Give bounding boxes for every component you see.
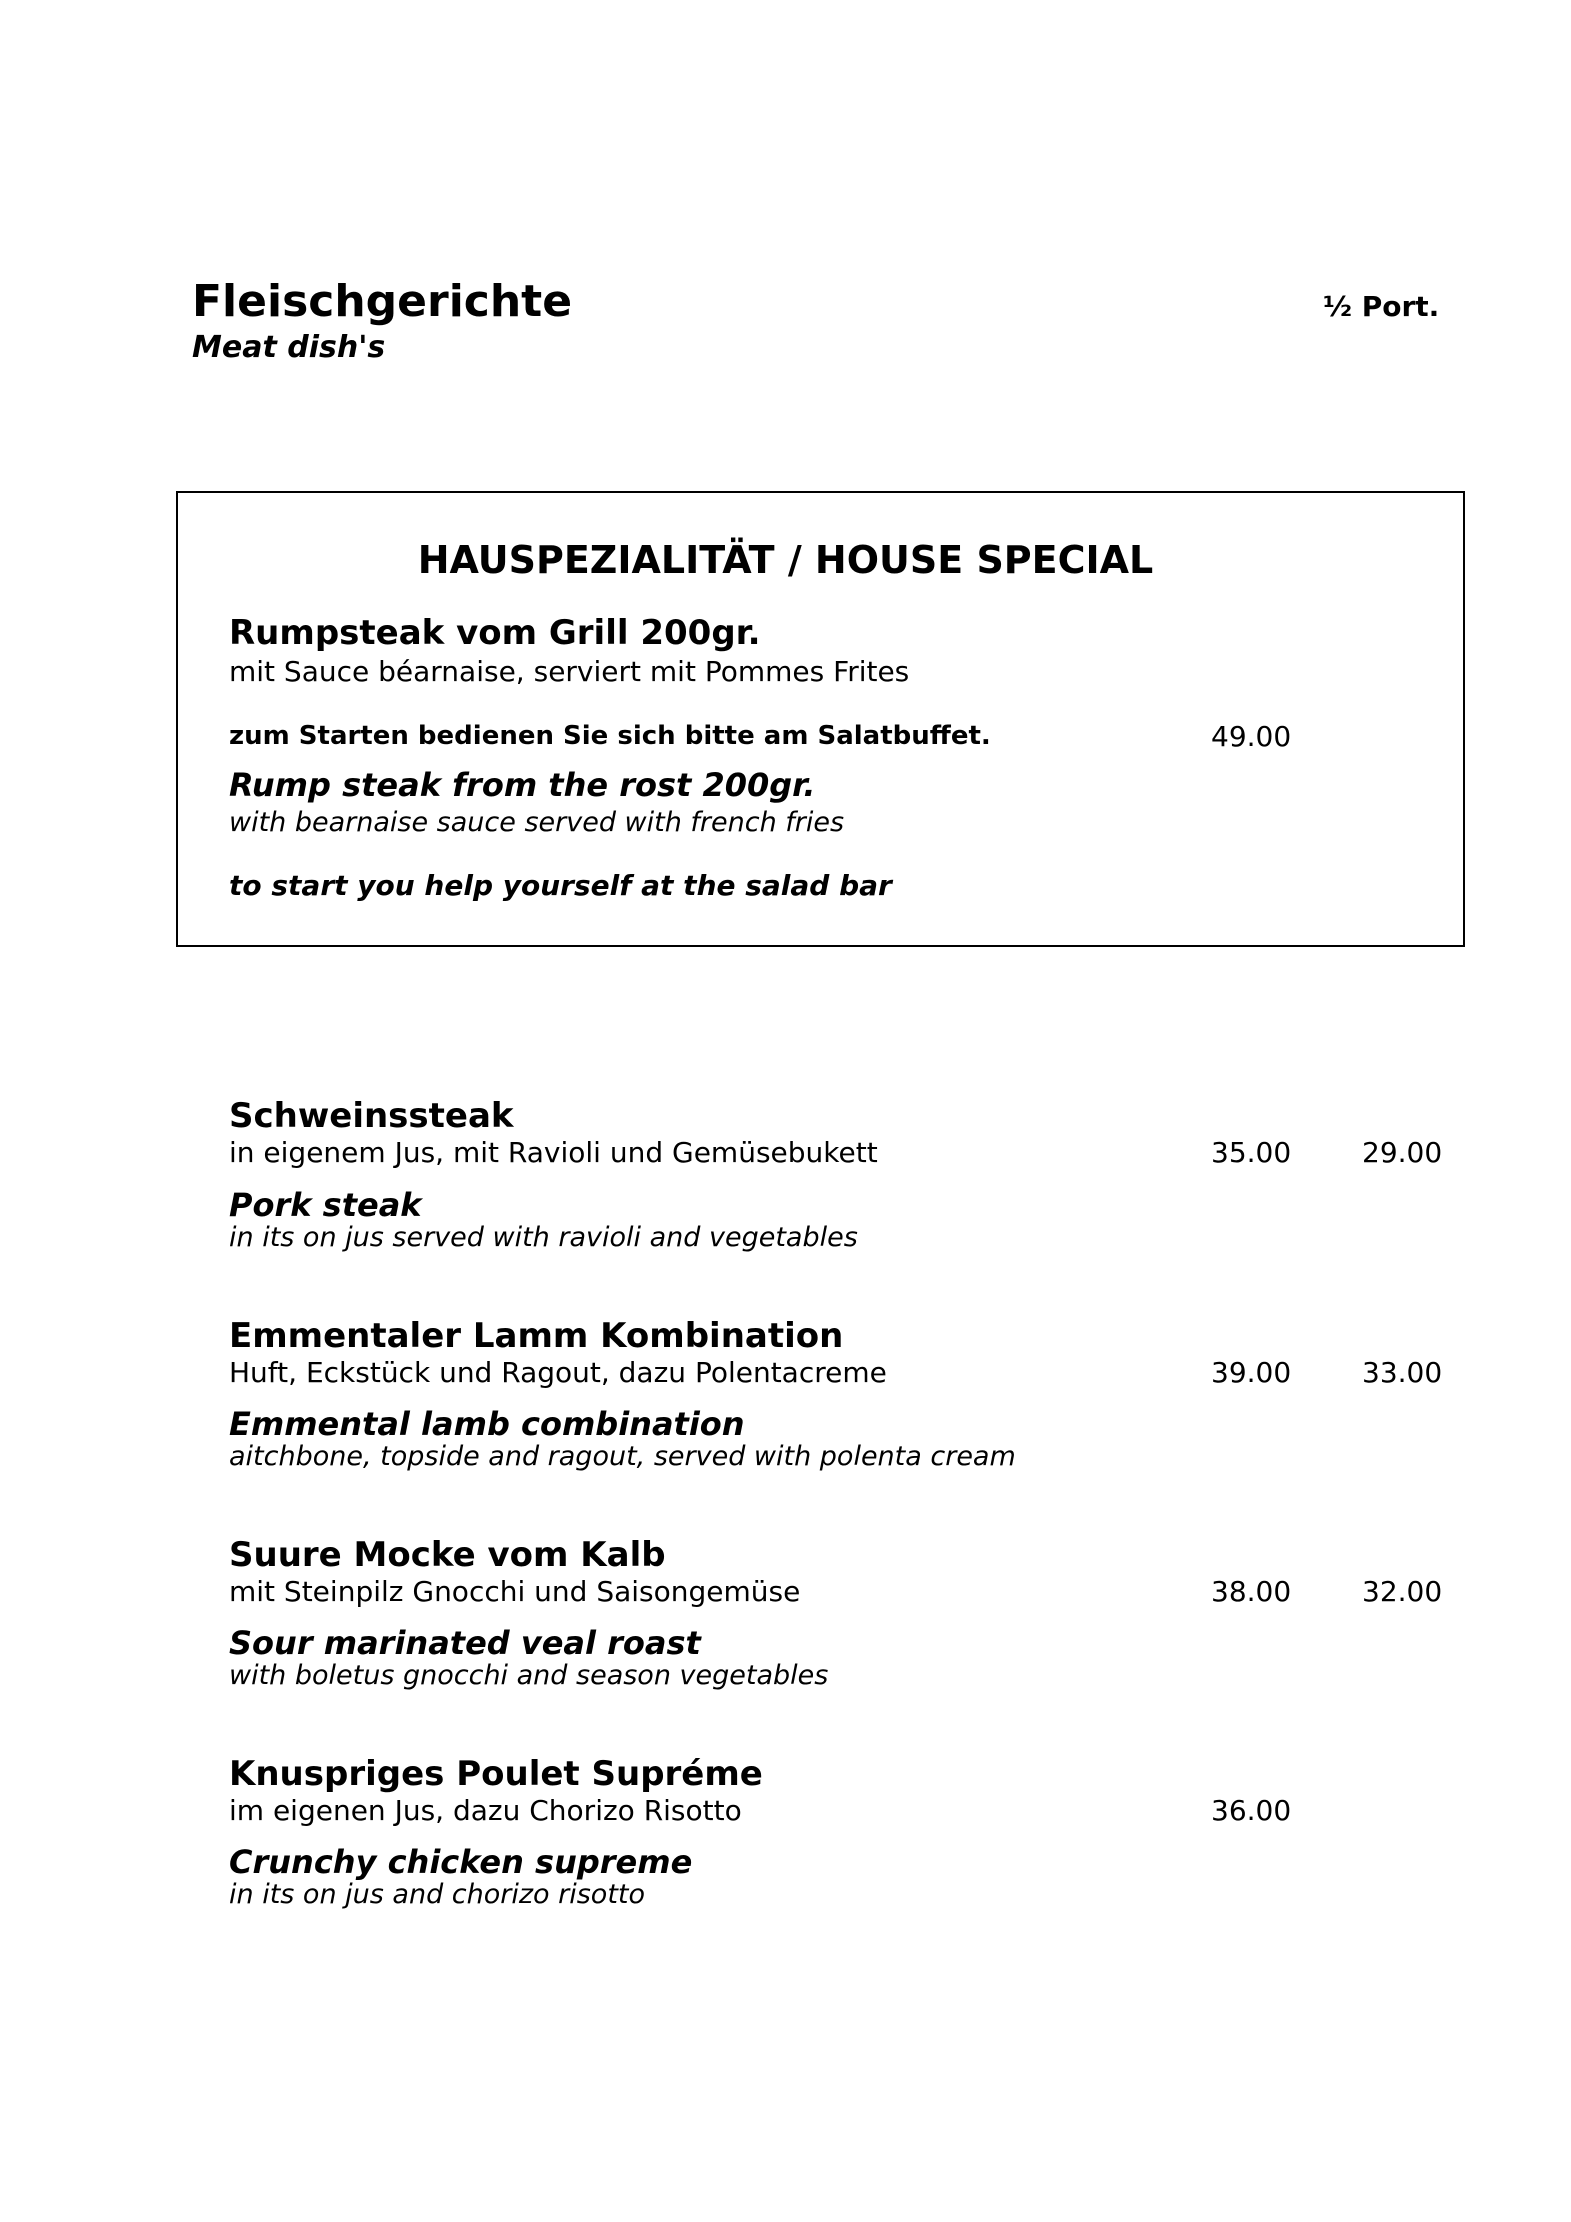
- special-price: 49.00: [1211, 720, 1292, 753]
- dish-description: mit Steinpilz Gnocchi und Saisongemüse: [229, 1575, 801, 1608]
- dish-description: im eigenen Jus, dazu Chorizo Risotto: [229, 1794, 742, 1827]
- special-dish-description-en: with bearnaise sauce served with french fries: [229, 807, 845, 838]
- page-subtitle: Meat dish's: [192, 330, 386, 365]
- half-portion-header: ½ Port.: [1323, 290, 1440, 323]
- dish-description-en: with boletus gnocchi and season vegetables: [229, 1660, 829, 1691]
- dish-price: 35.00: [1211, 1136, 1292, 1169]
- dish-price: 36.00: [1211, 1794, 1292, 1827]
- dish-name-en: Emmental lamb combination: [229, 1405, 745, 1443]
- dish-name: Suure Mocke vom Kalb: [229, 1535, 666, 1575]
- dish-price: 38.00: [1211, 1575, 1292, 1608]
- special-dish-name: Rumpsteak vom Grill 200gr.: [229, 613, 761, 653]
- special-dish-description: mit Sauce béarnaise, serviert mit Pommes Frites: [229, 655, 910, 688]
- dish-half-price: 33.00: [1362, 1356, 1443, 1389]
- dish-name-en: Sour marinated veal roast: [229, 1624, 701, 1662]
- dish-half-price: 29.00: [1362, 1136, 1443, 1169]
- dish-description: Huft, Eckstück und Ragout, dazu Polentacreme: [229, 1356, 887, 1389]
- dish-description-en: in its on jus served with ravioli and vegetables: [229, 1222, 858, 1253]
- special-salad-note-en: to start you help yourself at the salad bar: [229, 869, 892, 902]
- dish-name: Schweinssteak: [229, 1096, 514, 1136]
- house-special-heading: HAUSPEZIALITÄT / HOUSE SPECIAL: [417, 538, 1154, 582]
- dish-half-price: 32.00: [1362, 1575, 1443, 1608]
- page-title: Fleischgerichte: [192, 276, 573, 327]
- dish-description: in eigenem Jus, mit Ravioli und Gemüsebukett: [229, 1136, 878, 1169]
- dish-name: Knuspriges Poulet Supréme: [229, 1754, 763, 1794]
- dish-price: 39.00: [1211, 1356, 1292, 1389]
- dish-name: Emmentaler Lamm Kombination: [229, 1316, 844, 1356]
- dish-name-en: Crunchy chicken supreme: [229, 1843, 693, 1881]
- special-salad-note: zum Starten bedienen Sie sich bitte am Salatbuffet.: [229, 721, 991, 751]
- dish-description-en: in its on jus and chorizo risotto: [229, 1879, 646, 1910]
- dish-description-en: aitchbone, topside and ragout, served with polenta cream: [229, 1441, 1016, 1472]
- special-dish-name-en: Rump steak from the rost 200gr.: [229, 766, 816, 804]
- dish-name-en: Pork steak: [229, 1186, 422, 1224]
